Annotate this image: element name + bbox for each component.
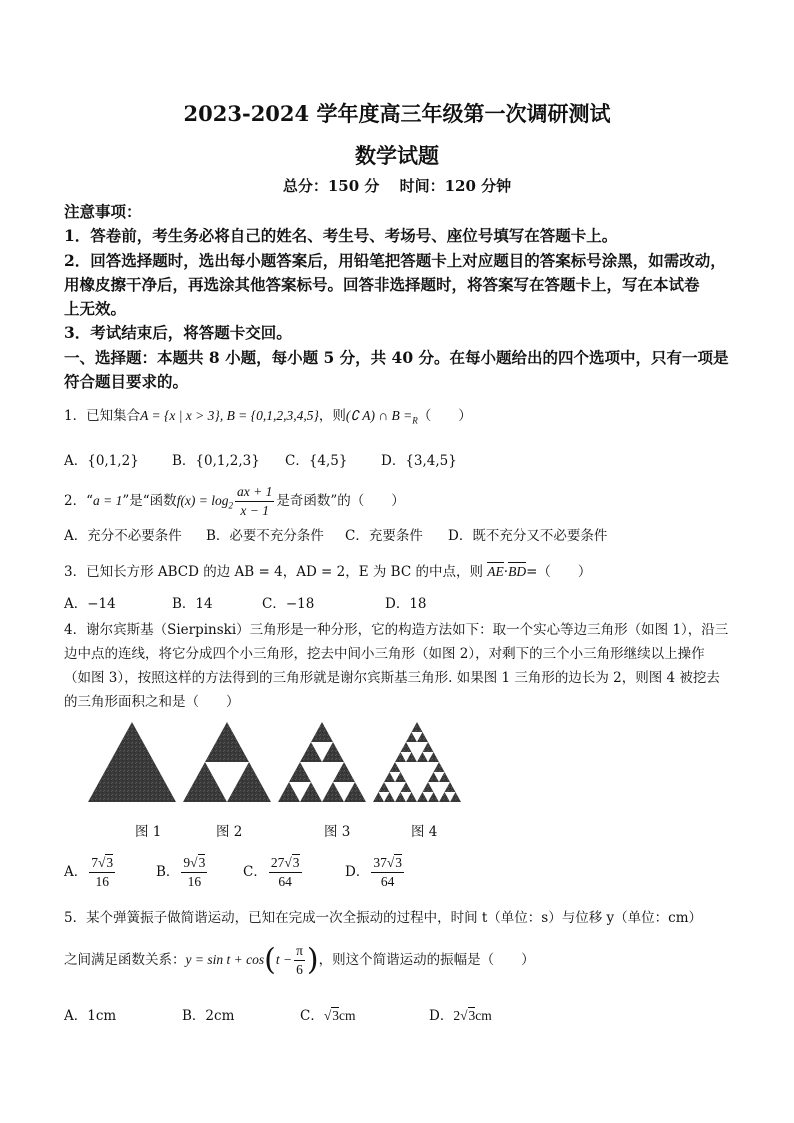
q4-c-den: 64	[278, 874, 292, 889]
q4-option-c-frac: $\frac{27√3}{64}$	[270, 855, 300, 889]
q5-line-1: 5．某个弹簧振子做简谐运动，已知在完成一次全振动的过程中，时间 t（单位：s）与位移 y（单位：cm）	[64, 910, 703, 926]
q5-func: y = sin t + cos	[185, 952, 265, 967]
q3-option-d: D．18	[385, 596, 427, 612]
q2-mid: ”是“函数	[122, 493, 177, 509]
q3-vector-bd-arrow	[508, 562, 526, 563]
q1-set-a: A = {x | x > 3}	[140, 408, 220, 423]
question-2	[64, 479, 405, 523]
q4-d-den: 64	[380, 874, 395, 889]
notice-heading: 注意事项：	[64, 202, 142, 221]
q4-line-1: 4．谢尔宾斯基（Sierpinski）三角形是一种分形，它的构造方法如下：取一个实心等边三角形（如图 1），沿三	[64, 622, 729, 638]
q4-option-b-label: B．	[156, 864, 180, 880]
q4-a-coef: 7	[91, 855, 98, 870]
q1-prefix: 1．已知集合	[64, 408, 141, 424]
figure-label-1: 图 1	[135, 824, 162, 840]
q4-option-b	[156, 850, 209, 894]
exam-meta: 总分：150 分 时间：120 分钟	[282, 177, 512, 195]
q5-d-coef: 2	[453, 1008, 461, 1023]
q5-d-rad: 3	[468, 1008, 476, 1023]
q4-option-c-label: C．	[243, 864, 267, 880]
q3-option-c: C．−18	[262, 596, 315, 612]
q2-suffix: 是奇函数”的（ ）	[276, 493, 405, 509]
q3-vector-ae-arrow	[487, 562, 504, 563]
q3-dot: ·	[503, 564, 509, 580]
notice-item-2-line-1: 2．回答选择题时，选出每小题答案后，用铅笔把答题卡上对应题目的答案标号涂黑，如需改动，	[64, 251, 726, 270]
q3-vector-bd-text: BD	[508, 564, 527, 579]
q5-option-b: B．2cm	[182, 1008, 235, 1024]
q2-prefix: 2．“	[64, 493, 93, 509]
q4-option-a-frac: $\frac{7√3}{16}$	[91, 855, 114, 889]
q5-line-2-suffix: ，则这个简谐运动的振幅是（ ）	[318, 952, 535, 968]
section-1-line-1: 一、选择题：本题共 8 小题，每小题 5 分，共 40 分。在每小题给出的四个选项中，只有一项是	[64, 348, 729, 367]
q4-b-coef: 9	[183, 855, 191, 870]
q4-line-3: （如图 3），按照这样的方法得到的三角形就是谢尔宾斯基三角形. 如果图 1 三角形的边长为 2，则图 4 被挖去	[64, 670, 720, 686]
q4-d-rad: 3	[395, 855, 402, 870]
q2-log-base: 2	[228, 500, 234, 511]
q3-tail: =（ ）	[526, 564, 592, 580]
q5-inner: t −	[275, 952, 293, 967]
q3-vector-bd	[508, 564, 526, 579]
q5-six: 6	[296, 962, 303, 977]
q2-option-b: B．必要不充分条件	[206, 528, 324, 544]
q4-b-den: 16	[187, 874, 202, 889]
sierpinski-figures	[80, 718, 470, 808]
q1-option-c: C．{4,5}	[285, 453, 348, 469]
q1-blank: （ ）	[417, 408, 472, 424]
q2-option-c: C．充要条件	[345, 528, 423, 544]
question-1	[64, 404, 472, 426]
q2-frac-num: ax + 1	[235, 483, 274, 502]
q5-option-d-label: D．	[429, 1008, 454, 1024]
q2-func	[176, 493, 234, 511]
q2-cond: a = 1	[93, 493, 123, 508]
exam-title: 2023-2024 学年度高三年级第一次调研测试	[183, 101, 611, 126]
q5-left-paren: (	[264, 942, 276, 978]
q4-b-rad: 3	[198, 855, 206, 870]
q4-option-d-label: D．	[345, 864, 370, 880]
exam-subtitle: 数学试题	[355, 143, 439, 168]
q3-option-b: B．14	[172, 596, 213, 612]
q5-right-paren: )	[306, 942, 319, 978]
q1-complement-sub: R	[412, 415, 418, 426]
q2-option-a: A．充分不必要条件	[64, 528, 182, 544]
q5-line-2-prefix: 之间满足函数关系：	[64, 952, 186, 968]
q4-d-coef: 37	[373, 855, 387, 870]
q3-option-a: A．−14	[64, 596, 116, 612]
q4-a-rad: 3	[106, 855, 114, 870]
q4-c-coef: 27	[270, 855, 285, 870]
q1-mid: ，则	[318, 408, 346, 424]
q3-text: 3．已知长方形 ABCD 的边 AB = 4，AD = 2，E 为 BC 的中点，则	[64, 564, 483, 580]
q4-option-a-label: A．	[64, 864, 88, 880]
q1-option-a: A．{0,1,2}	[64, 453, 139, 469]
q2-fraction	[235, 483, 274, 520]
section-1-line-2: 符合题目要求的。	[64, 372, 189, 391]
q3-vector-ae-text: AE	[487, 564, 504, 579]
q4-option-d	[345, 850, 406, 894]
q4-option-d-frac: $\frac{37√3}{64}$	[373, 855, 402, 889]
q4-line-2: 边中点的连线，将它分成四个小三角形，挖去中间小三角形（如图 2），对剩下的三个小三角形继续以上操作	[64, 646, 705, 662]
q4-line-4: 的三角形面积之和是（ ）	[64, 694, 240, 710]
q2-frac-den: x − 1	[240, 503, 270, 518]
q1-option-d: D．{3,4,5}	[381, 453, 457, 469]
q1-option-b: B．{0,1,2,3}	[172, 453, 260, 469]
q5-d-unit: cm	[475, 1008, 492, 1023]
q5-option-d: D．2√3cm	[429, 1008, 492, 1024]
q4-c-rad: 3	[292, 855, 300, 870]
figure-label-3: 图 3	[324, 824, 351, 840]
notice-item-2-line-2: 用橡皮擦干净后，再选涂其他答案标号。回答非选择题时，将答案写在答题卡上，写在本试卷	[64, 275, 700, 294]
notice-item-3: 3．考试结束后，将答题卡交回。	[64, 323, 292, 342]
q5-c-unit: cm	[339, 1008, 356, 1023]
q1-expr-text: (∁ A) ∩ B =	[345, 408, 413, 423]
q2-option-d: D．既不充分又不必要条件	[448, 528, 608, 544]
q5-option-c: C．√3cm	[300, 1008, 356, 1024]
q1-expr	[345, 408, 418, 426]
question-3	[64, 560, 591, 580]
q3-vector-ae	[487, 564, 504, 579]
q5-option-c-label: C．	[300, 1008, 324, 1024]
notice-item-1: 1．答卷前，考生务必将自己的姓名、考生号、考场号、座位号填写在答题卡上。	[64, 226, 618, 245]
figure-label-4: 图 4	[411, 824, 438, 840]
q4-a-den: 16	[95, 874, 109, 889]
q5-c-rad: 3	[332, 1008, 340, 1023]
q5-pi: π	[294, 942, 305, 961]
q1-set-b: , B = {0,1,2,3,4,5}	[219, 408, 319, 423]
q4-option-c	[243, 850, 304, 894]
q4-option-b-frac: $\frac{9√3}{16}$	[183, 855, 206, 889]
q5-option-a: A．1cm	[64, 1008, 117, 1024]
notice-item-2-line-3: 上无效。	[64, 299, 127, 318]
q2-func-text: f(x) = log	[176, 493, 229, 508]
figure-label-2: 图 2	[216, 824, 243, 840]
q5-pi-frac	[294, 942, 305, 979]
sierpinski-figure-1	[88, 722, 176, 802]
q4-option-a	[64, 850, 117, 894]
q5-line-2	[64, 938, 535, 982]
